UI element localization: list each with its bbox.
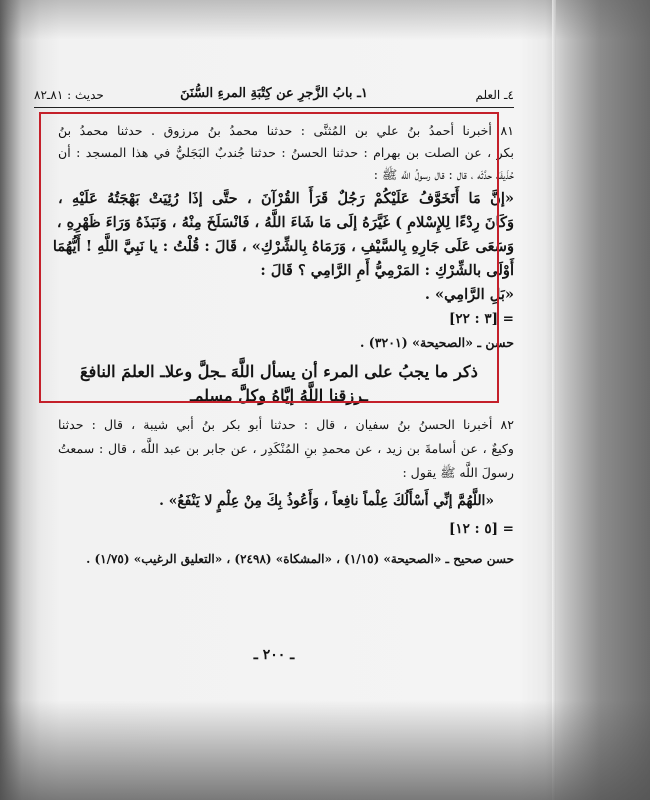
- hadith-82-line-4: «اللَّهُمَّ إنِّي أَسْأَلُكَ عِلْماً نافِعاً ، وَأَعُوذُ بِكَ مِنْ عِلْمٍ لا يَنْفَعُ» .: [159, 493, 494, 509]
- hadith-81-line-6: وَسَعَى عَلَى جَارِهِ بِالسَّيْفِ ، وَرَمَاهُ بِالشِّرْكِ» ، قَالَ : قُلْتُ : يا نَبِيَّ اللَّهِ ! أَيُّهُمَا: [52, 238, 514, 255]
- hadith-81-reference: = [٣ : ٢٢]: [449, 311, 514, 327]
- scan-bottom-shadow: [0, 700, 650, 800]
- running-head-title: ١ـ بابُ الزَّجرِ عن كِتْبَةِ المرءِ السُّنَنَ: [180, 86, 368, 101]
- section-heading-line-1: ذكر ما يجبُ على المرء أن يسأل اللَّهَ ـجلَّ وعلاـ العلمَ النافعَ: [80, 362, 478, 381]
- running-head-hadith-range: حديث : ٨١ـ٨٢: [34, 88, 104, 102]
- running-head-chapter: ٤ـ العلم: [475, 88, 514, 102]
- hadith-81-line-1: ٨١ أخبرنا أحمدُ بنُ علي بن المُثنَّى : حدثنا محمدُ بنُ مرزوق . حدثنا محمدُ بنُ: [58, 123, 514, 138]
- running-head-rule: [34, 107, 514, 108]
- hadith-81-line-2: بكر ، عن الصلت بن بهرام : حدثنا الحسنُ : حدثنا جُندبٌ البَجَليُّ في هذا المسجد : أن: [58, 145, 514, 160]
- hadith-82-reference: = [٥ : ١٢]: [449, 521, 514, 537]
- section-heading-line-2: ـرزقنا اللَّهُ إيَّاهُ وكلَّ مسلمـ: [190, 386, 368, 405]
- page-edge: [552, 0, 556, 800]
- page-number: ـ ٢٠٠ ـ: [253, 647, 295, 663]
- hadith-82-line-1: ٨٢ أخبرنا الحسنُ بنُ سفيان ، قال : حدثنا أبو بكر بنُ أبي شيبة ، قال : حدثنا: [58, 417, 514, 432]
- hadith-81-grading: حسن ـ «الصحيحة» (٣٢٠١) .: [359, 335, 514, 350]
- hadith-81-line-8: «بَلِ الرَّامِي» .: [424, 286, 514, 303]
- hadith-81-line-4: «إنَّ مَا أَتَخَوَّفُ عَلَيْكُمْ رَجُلٌ قَرَأَ القُرْآنَ ، حتَّى إذَا رُئِيَتْ بَهْجَتُهُ عَلَيْهِ ،: [58, 190, 514, 207]
- hadith-82-line-3: رسولَ اللَّه ﷺ يقول :: [402, 465, 514, 480]
- hadith-81-line-7: أَوْلَى بالشِّرْكِ : المَرْمِيُّ أَمِ الرَّامِي ؟ قَالَ :: [260, 262, 514, 279]
- hadith-82-grading: حسن صحيح ـ «الصحيحة» (١/١٥) ، «المشكاة» (٢٤٩٨) ، «التعليق الرغيب» (١/٧٥) .: [86, 552, 514, 566]
- hadith-81-line-5: وَكَانَ رِدْءًا لِلإِسْلامِ ) غَيَّرَهُ إلَى مَا شَاءَ اللَّهُ ، فَانْسَلَخَ مِنْهُ ، وَنَبَذَهُ وَرَاءَ ظَهْرِهِ ،: [56, 214, 514, 231]
- running-head: [34, 84, 514, 106]
- hadith-81-line-3: حُذَيفَة حدَّثَه ، قال : قال رسولُ اللَّه ﷺ :: [373, 167, 514, 182]
- book-page: [34, 72, 514, 692]
- hadith-82-line-2: وكيعٌ ، عن أسامةَ بن زيد ، عن محمدِ بنِ المُنْكَدِر ، عن جابر بن عبد اللَّه ، قال : سمعتُ: [58, 441, 514, 456]
